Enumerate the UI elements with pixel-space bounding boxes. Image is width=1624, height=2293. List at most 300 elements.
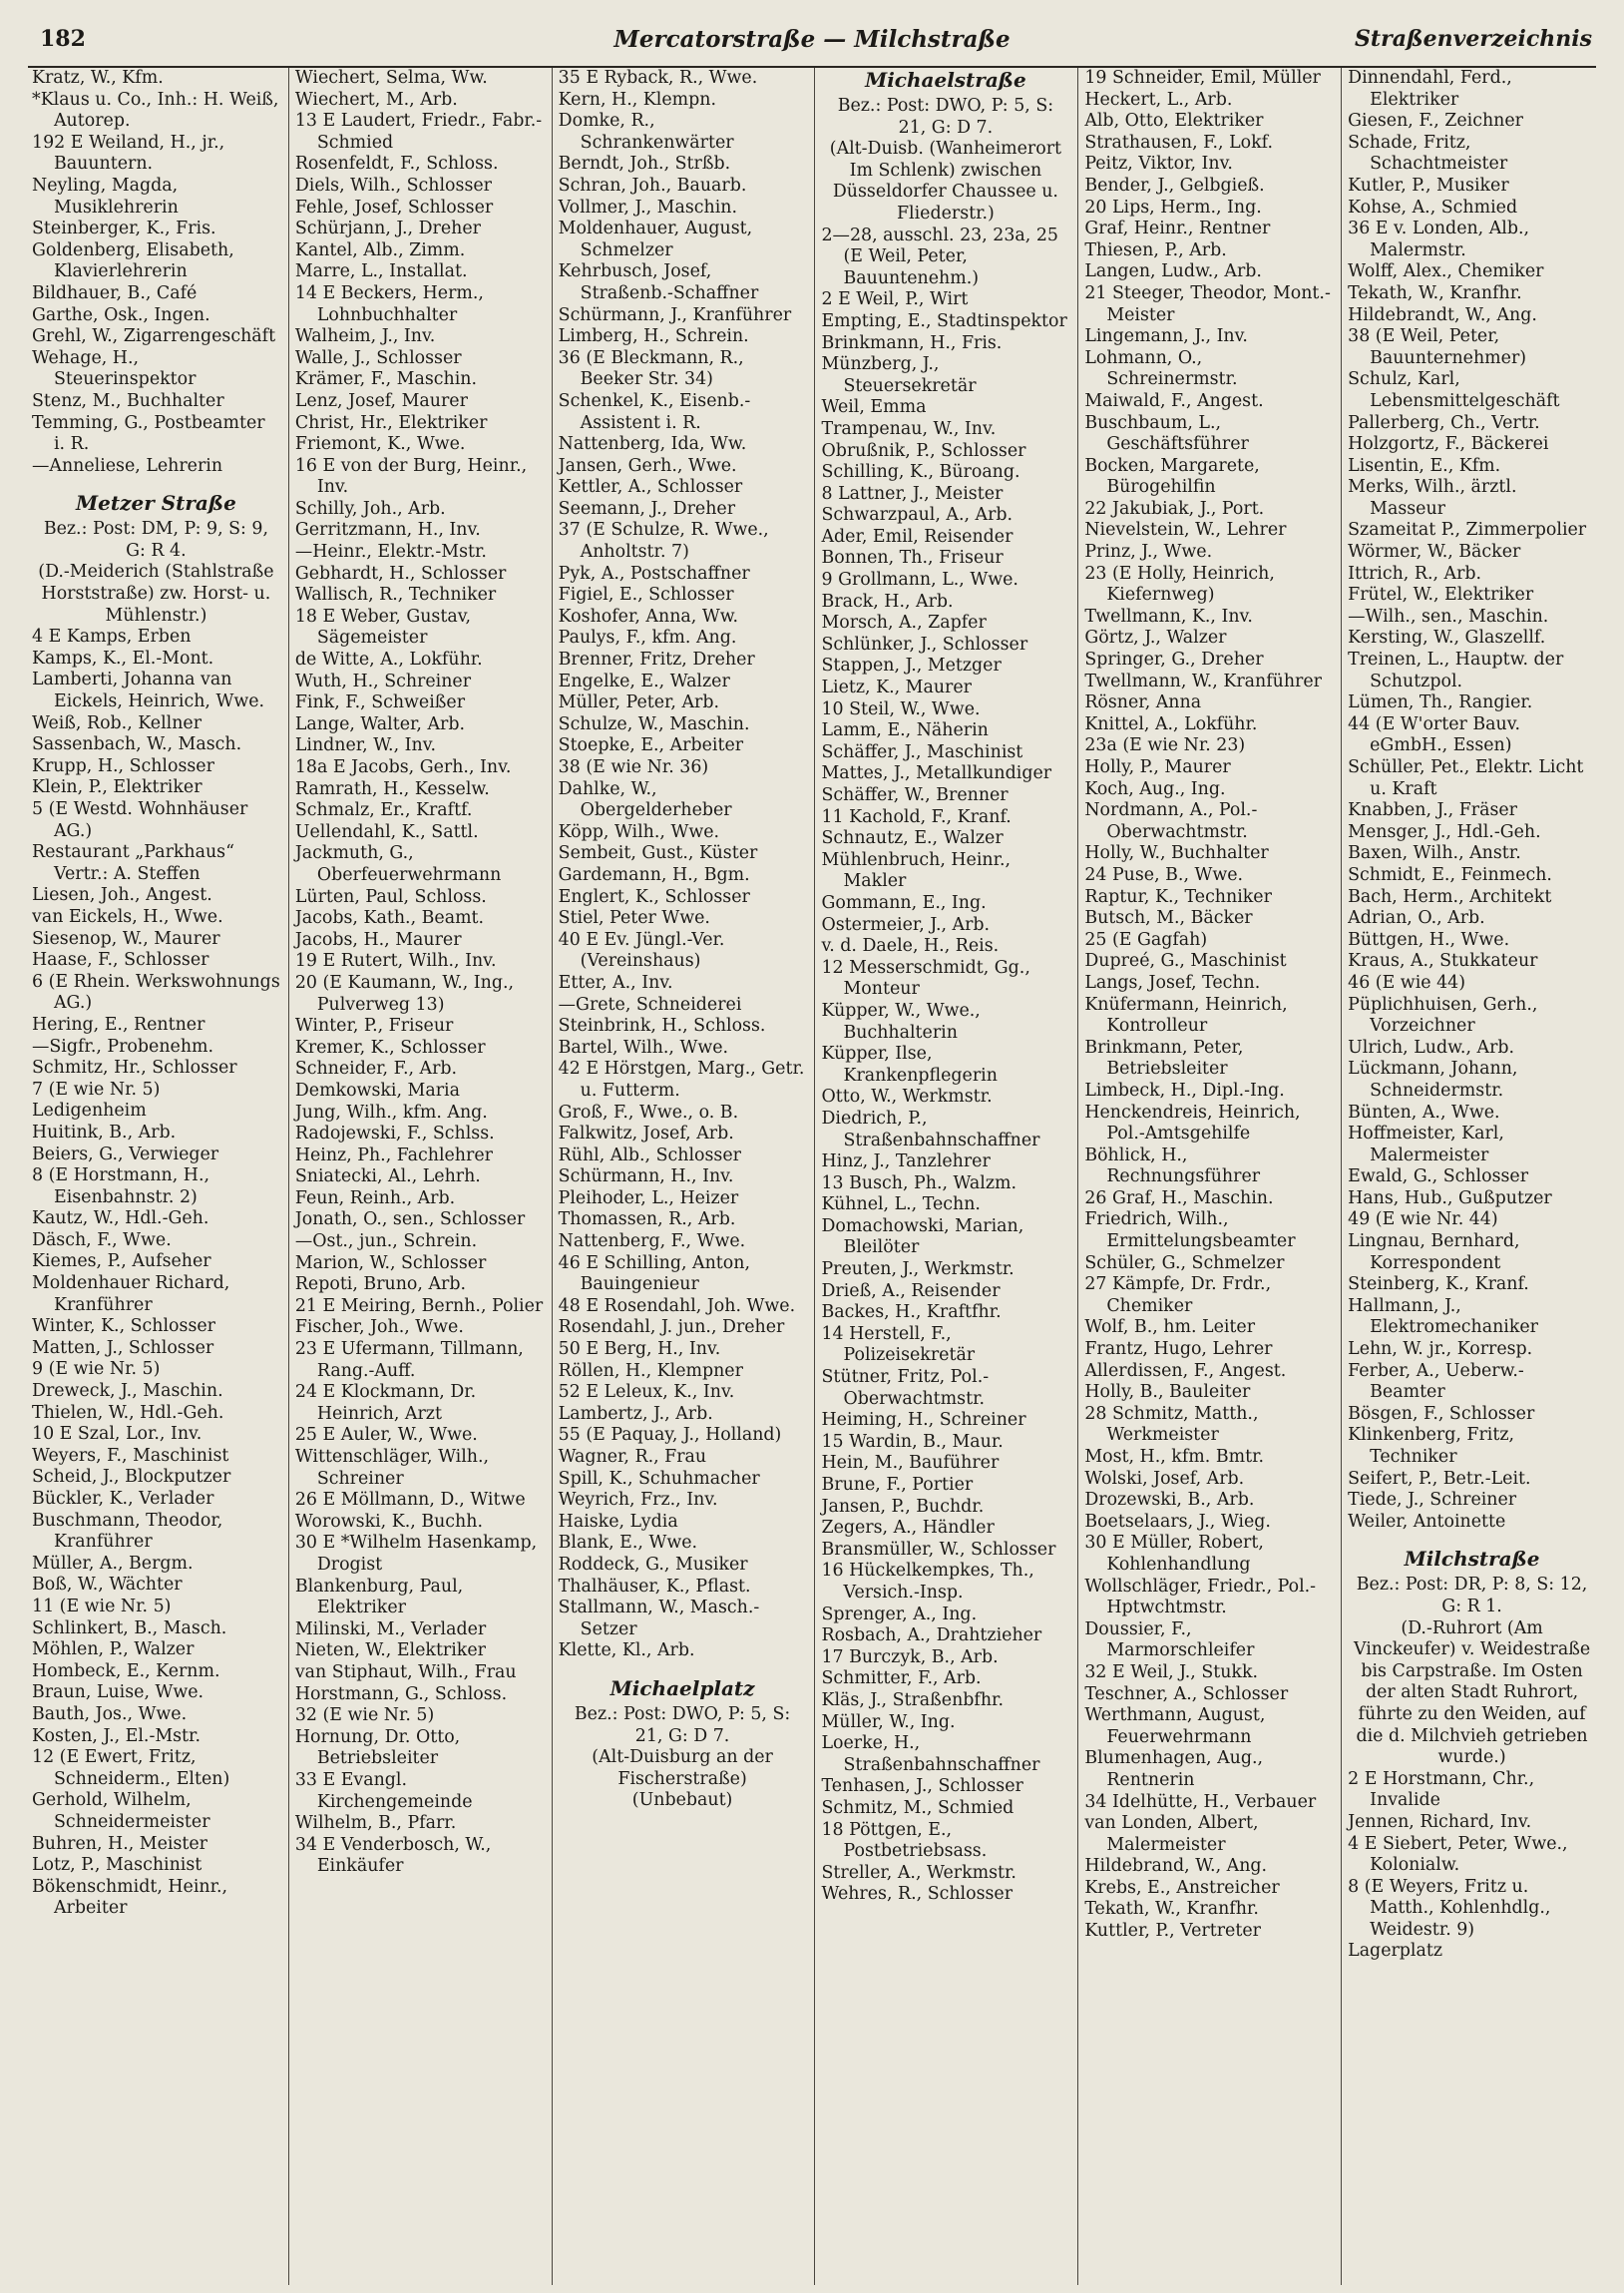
directory-entry: 36 (E Bleckmann, R., Beeker Str. 34) xyxy=(558,347,744,390)
directory-entry: 14 Herstell, F., Polizeisekretär xyxy=(821,1323,976,1366)
directory-entry: Bonnen, Th., Friseur xyxy=(821,548,1004,569)
directory-entry: Raptur, K., Techniker xyxy=(1084,886,1272,907)
directory-entry: Paulys, F., kfm. Ang. xyxy=(558,628,737,649)
directory-entry: Boß, W., Wächter xyxy=(32,1575,183,1596)
directory-entry: 8 Lattner, J., Meister xyxy=(821,483,1004,504)
directory-entry: Berndt, Joh., Strßb. xyxy=(558,154,731,175)
directory-entry: Lümen, Th., Rangier. xyxy=(1348,692,1533,713)
directory-entry: Langen, Ludw., Arb. xyxy=(1084,261,1262,282)
directory-entry: Schmalz, Er., Kraftf. xyxy=(294,800,473,821)
directory-entry: 21 E Meiring, Bernh., Polier xyxy=(294,1295,544,1316)
directory-entry: Temming, G., Postbeamter i. R. xyxy=(32,412,265,455)
directory-entry: Sassenbach, W., Masch. xyxy=(32,734,242,755)
directory-entry: Kohse, A., Schmied xyxy=(1348,197,1518,218)
directory-entry: Kühnel, L., Techn. xyxy=(821,1194,981,1215)
directory-entry: Frantz, Hugo, Lehrer xyxy=(1084,1339,1273,1360)
directory-entry: de Witte, A., Lokführ. xyxy=(294,650,483,671)
directory-entry: Wolski, Josef, Arb. xyxy=(1084,1468,1245,1489)
directory-entry: Wagner, R., Frau xyxy=(558,1447,707,1467)
directory-entry: v. d. Daele, H., Reis. xyxy=(821,936,1000,957)
directory-entry: Wolf, B., hm. Leiter xyxy=(1084,1317,1256,1338)
directory-entry: 21 Steeger, Theodor, Mont.-Meister xyxy=(1084,282,1331,325)
directory-entry: Sprenger, A., Ing. xyxy=(821,1604,978,1624)
directory-entry: Schilly, Joh., Arb. xyxy=(294,498,446,519)
directory-entry: Schürmann, J., Kranführer xyxy=(558,304,792,325)
directory-entry: —Grete, Schneiderei xyxy=(558,994,742,1015)
directory-entry: Ostermeier, J., Arb. xyxy=(821,914,991,935)
directory-entry: Bünten, A., Wwe. xyxy=(1348,1102,1500,1123)
directory-entry: Schäffer, W., Brenner xyxy=(821,785,1009,805)
directory-entry: 5 (E Westd. Wohnhäuser AG.) xyxy=(32,799,248,841)
directory-entry: Mattes, J., Metallkundiger xyxy=(821,763,1052,784)
directory-entry: 28 Schmitz, Matth., Werkmeister xyxy=(1084,1403,1259,1446)
directory-entry: 17 Burczyk, B., Arb. xyxy=(821,1646,999,1667)
directory-entry: 34 Idelhütte, H., Verbauer xyxy=(1084,1791,1317,1812)
directory-entry: Brack, H., Arb. xyxy=(821,591,954,612)
directory-entry: Schmitz, Hr., Schlosser xyxy=(32,1058,237,1079)
directory-entry: Worowski, K., Buchh. xyxy=(294,1511,483,1532)
directory-entry: 12 Messerschmidt, Gg., Monteur xyxy=(821,957,1030,1000)
street-heading-milchstrasse: Milchstraße xyxy=(1404,1547,1540,1572)
directory-entry: 9 Grollmann, L., Wwe. xyxy=(821,570,1018,591)
directory-entry: Schulze, W., Maschin. xyxy=(558,713,750,734)
directory-entry: 19 E Rutert, Wilh., Inv. xyxy=(294,951,497,972)
directory-entry: 10 E Szal, Lor., Inv. xyxy=(32,1424,203,1445)
directory-entry: Steinbrink, H., Schloss. xyxy=(558,1016,766,1037)
directory-entry: 7 (E wie Nr. 5) xyxy=(32,1079,161,1100)
directory-entry: 55 (E Paquay, J., Holland) xyxy=(558,1425,782,1446)
directory-entry: Figiel, E., Schlosser xyxy=(558,585,734,606)
directory-entry: —Anneliese, Lehrerin xyxy=(32,455,223,476)
directory-entry: Jacobs, H., Maurer xyxy=(294,929,462,950)
directory-entry: Diels, Wilh., Schlosser xyxy=(294,175,492,196)
directory-entry: 52 E Leleux, K., Inv. xyxy=(558,1382,735,1403)
directory-entry: Bildhauer, B., Café xyxy=(32,282,198,303)
directory-entry: 12 (E Ewert, Fritz, Schneiderm., Elten) xyxy=(32,1747,230,1789)
directory-entry: 2 E Weil, P., Wirt xyxy=(821,289,969,310)
directory-entry: Nievelstein, W., Lehrer xyxy=(1084,520,1287,541)
directory-entry: Adrian, O., Arb. xyxy=(1348,908,1485,929)
directory-entry: Diedrich, P., Straßenbahnschaffner xyxy=(821,1108,1040,1150)
directory-entry: Ferber, A., Ueberw.-Beamter xyxy=(1348,1360,1524,1403)
directory-entry: Schwarzpaul, A., Arb. xyxy=(821,505,1014,526)
directory-entry: Möhlen, P., Walzer xyxy=(32,1639,195,1660)
directory-entry: Steinberg, K., Kranf. xyxy=(1348,1274,1529,1295)
directory-entry: 14 E Beckers, Herm., Lohnbuchhalter xyxy=(294,282,484,325)
directory-entry: Jackmuth, G., Oberfeuerwehrmann xyxy=(294,843,502,885)
directory-entry: 46 E Schilling, Anton, Bauingenieur xyxy=(558,1252,750,1295)
directory-entry: 23a (E wie Nr. 23) xyxy=(1084,735,1246,756)
directory-entry: 20 Lips, Herm., Ing. xyxy=(1084,197,1262,218)
directory-entry: Püplichhuisen, Gerh., Vorzeichner xyxy=(1348,994,1538,1037)
directory-entry: Heckert, L., Arb. xyxy=(1084,89,1233,110)
directory-entry: Seemann, J., Dreher xyxy=(558,498,736,519)
directory-entry: Holly, W., Buchhalter xyxy=(1084,843,1269,864)
directory-entry: 10 Steil, W., Wwe. xyxy=(821,698,981,719)
directory-entry: Baxen, Wilh., Anstr. xyxy=(1348,843,1521,864)
directory-entry: Twellmann, W., Kranführer xyxy=(1084,671,1322,691)
directory-entry: Görtz, J., Walzer xyxy=(1084,628,1227,649)
directory-entry: 44 (E W'orter Bauv. eGmbH., Essen) xyxy=(1348,713,1521,756)
directory-entry: Streller, A., Werkmstr. xyxy=(821,1862,1016,1883)
directory-entry: Mensger, J., Hdl.-Geh. xyxy=(1348,821,1541,842)
entry-list xyxy=(295,68,544,1878)
directory-entry: 15 Wardin, B., Maur. xyxy=(821,1431,1004,1452)
directory-entry: Bökenschmidt, Heinr., Arbeiter xyxy=(32,1876,228,1919)
directory-entry: Weil, Emma xyxy=(821,397,927,418)
directory-entry: Spill, K., Schuhmacher xyxy=(558,1468,760,1489)
directory-entry: Schmitz, M., Schmied xyxy=(821,1797,1015,1818)
directory-entry: 11 (E wie Nr. 5) xyxy=(32,1596,172,1616)
entry-list xyxy=(1348,68,1596,1533)
directory-entry: Müller, A., Bergm. xyxy=(32,1553,194,1574)
directory-entry: Roddeck, G., Musiker xyxy=(558,1554,748,1575)
directory-entry: 30 E *Wilhelm Hasenkamp, Drogist xyxy=(294,1533,538,1575)
directory-entry: Frütel, W., Elektriker xyxy=(1348,585,1534,606)
directory-entry: Röllen, H., Klempner xyxy=(558,1360,743,1381)
directory-entry: Giesen, F., Zeichner xyxy=(1348,111,1523,132)
directory-entry: Thalhäuser, K., Pflast. xyxy=(558,1576,751,1597)
column-4 xyxy=(814,68,1069,2285)
directory-entry: Strathausen, F., Lokf. xyxy=(1084,132,1273,153)
directory-entry: 25 (E Gagfah) xyxy=(1084,929,1208,950)
directory-entry: Rühl, Alb., Schlosser xyxy=(558,1145,741,1165)
directory-entry: Sembeit, Gust., Küster xyxy=(558,843,758,864)
directory-entry: Schulz, Karl, Lebensmittelgeschäft xyxy=(1348,369,1560,411)
directory-entry: Müller, Peter, Arb. xyxy=(558,692,720,713)
directory-entry: Bösgen, F., Schlosser xyxy=(1348,1403,1535,1424)
directory-entry: Thomassen, R., Arb. xyxy=(558,1209,736,1230)
directory-entry: Holzgortz, F., Bäckerei xyxy=(1348,434,1549,455)
directory-entry: 19 Schneider, Emil, Müller xyxy=(1084,68,1321,88)
street-heading-metzer: Metzer Straße xyxy=(76,491,236,516)
directory-entry: Brenner, Fritz, Dreher xyxy=(558,650,755,671)
directory-entry: Ewald, G., Schlosser xyxy=(1348,1166,1529,1187)
directory-entry: Jansen, Gerh., Wwe. xyxy=(558,455,737,476)
page-number: 182 xyxy=(40,26,86,52)
directory-entry: Etter, A., Inv. xyxy=(558,972,673,993)
district-info: Bez.: Post: DWO, P: 5, S: 21, G: D 7. xyxy=(574,1703,791,1746)
directory-entry: Prinz, J., Wwe. xyxy=(1084,542,1213,563)
directory-entry: Falkwitz, Josef, Arb. xyxy=(558,1124,734,1145)
street-heading-michaelstrasse: Michaelstraße xyxy=(865,68,1026,92)
directory-entry: Schilling, K., Büroang. xyxy=(821,462,1020,483)
directory-entry: Rosbach, A., Drahtzieher xyxy=(821,1625,1042,1646)
directory-entry: Kosten, J., El.-Mstr. xyxy=(32,1725,201,1746)
directory-entry: Friedrich, Wilh., Ermittelungsbeamter xyxy=(1084,1209,1296,1252)
directory-entry: 13 E Laudert, Friedr., Fabr.-Schmied xyxy=(294,111,543,153)
directory-entry: Schürjann, J., Dreher xyxy=(294,219,481,239)
directory-entry: Butsch, M., Bäcker xyxy=(1084,908,1253,929)
directory-entry: Pleihoder, L., Heizer xyxy=(558,1187,739,1208)
directory-entry: Kantel, Alb., Zimm. xyxy=(294,239,466,260)
directory-entry: Huitink, B., Arb. xyxy=(32,1122,177,1143)
directory-entry: Empting, E., Stadtinspektor xyxy=(821,310,1067,331)
directory-entry: Nordmann, A., Pol.-Oberwachtmstr. xyxy=(1084,800,1258,842)
directory-entry: 50 E Berg, H., Inv. xyxy=(558,1339,721,1360)
entry-list xyxy=(1348,1769,1596,1963)
directory-entry: 13 Busch, Ph., Walzm. xyxy=(821,1172,1017,1193)
directory-entry: 33 E Evangl. Kirchengemeinde xyxy=(294,1769,473,1812)
directory-entry: 26 E Möllmann, D., Witwe xyxy=(294,1490,526,1511)
directory-entry: Merks, Wilh., ärztl. Masseur xyxy=(1348,477,1517,519)
directory-entry: 8 (E Horstmann, H., Eisenbahnstr. 2) xyxy=(32,1165,209,1207)
directory-entry: Maiwald, F., Angest. xyxy=(1084,390,1264,411)
directory-entry: Nattenberg, F., Wwe. xyxy=(558,1231,746,1252)
directory-entry: Wörmer, W., Bäcker xyxy=(1348,542,1521,563)
directory-entry: Lambertz, J., Arb. xyxy=(558,1403,713,1424)
directory-entry: Drieß, A., Reisender xyxy=(821,1280,1001,1301)
directory-entry: Buhren, H., Meister xyxy=(32,1833,207,1854)
directory-entry: Wiechert, M., Arb. xyxy=(294,89,458,110)
directory-entry: Springer, G., Dreher xyxy=(1084,650,1264,671)
directory-entry: Hans, Hub., Gußputzer xyxy=(1348,1187,1552,1208)
directory-entry: Siesenop, W., Maurer xyxy=(32,928,220,949)
directory-entry: Schade, Fritz, Schachtmeister xyxy=(1348,132,1508,175)
directory-entry: Stütner, Fritz, Pol.-Oberwachtmstr. xyxy=(821,1367,990,1409)
page-title: Mercatorstraße — Milchstraße xyxy=(613,26,1011,53)
directory-entry: Büttgen, H., Wwe. xyxy=(1348,929,1510,950)
directory-entry: Stiel, Peter Wwe. xyxy=(558,908,710,929)
directory-entry: 27 Kämpfe, Dr. Frdr., Chemiker xyxy=(1084,1274,1272,1316)
directory-entry: Radojewski, F., Schlss. xyxy=(294,1124,495,1145)
directory-entry: Ulrich, Ludw., Arb. xyxy=(1348,1037,1515,1058)
directory-entry: Repoti, Bruno, Arb. xyxy=(294,1274,466,1295)
column-3 xyxy=(552,68,807,2285)
directory-entry: Schneider, F., Arb. xyxy=(294,1059,458,1080)
directory-entry: Jansen, P., Buchdr. xyxy=(821,1496,985,1517)
directory-entry: van Eickels, H., Wwe. xyxy=(32,906,223,927)
directory-entry: Peitz, Viktor, Inv. xyxy=(1084,154,1233,175)
directory-entry: Rosendahl, J. jun., Dreher xyxy=(558,1317,785,1338)
directory-entry: —Sigfr., Probenehm. xyxy=(32,1036,214,1057)
directory-entry: Kremer, K., Schlosser xyxy=(294,1037,486,1058)
directory-entry: Küpper, Ilse, Krankenpflegerin xyxy=(821,1044,998,1086)
directory-entry: Domke, R., Schrankenwärter xyxy=(558,111,734,153)
directory-entry: 2 E Horstmann, Chr., Invalide xyxy=(1348,1768,1535,1811)
directory-entry: 4 E Siebert, Peter, Wwe., Kolonialw. xyxy=(1348,1833,1568,1876)
directory-entry: Tiede, J., Schreiner xyxy=(1348,1490,1517,1511)
directory-entry: Buschbaum, L., Geschäftsführer xyxy=(1084,412,1249,455)
directory-entry: Walle, J., Schlosser xyxy=(294,347,462,368)
directory-entry: Schürmann, H., Inv. xyxy=(558,1166,734,1187)
directory-entry: Hildebrandt, W., Ang. xyxy=(1348,304,1537,325)
directory-entry: Schmitter, F., Arb. xyxy=(821,1668,982,1689)
directory-entry: Rosenfeldt, F., Schloss. xyxy=(294,154,499,175)
directory-entry: 18 E Weber, Gustav, Sägemeister xyxy=(294,606,471,649)
directory-entry: 37 (E Schulze, R. Wwe., Anholtstr. 7) xyxy=(558,520,769,563)
directory-entry: Garthe, Osk., Ingen. xyxy=(32,304,210,325)
directory-columns xyxy=(32,68,1596,2285)
directory-entry: Lürten, Paul, Schloss. xyxy=(294,886,487,907)
directory-entry: 30 E Müller, Robert, Kohlenhandlung xyxy=(1084,1533,1264,1575)
directory-entry: Wehres, R., Schlosser xyxy=(821,1884,1014,1905)
directory-entry: 18a E Jacobs, Gerh., Inv. xyxy=(294,757,512,777)
directory-entry: Schenkel, K., Eisenb.-Assistent i. R. xyxy=(558,390,751,433)
directory-entry: Koch, Aug., Ing. xyxy=(1084,778,1226,799)
street-location: (Alt-Duisburg an der Fischerstraße) xyxy=(592,1747,773,1789)
entry-list xyxy=(1084,68,1333,1943)
directory-entry: Engelke, E., Walzer xyxy=(558,671,730,691)
directory-entry: Vollmer, J., Maschin. xyxy=(558,197,737,218)
directory-entry: Nattenberg, Ida, Ww. xyxy=(558,434,747,455)
street-heading-michaelplatz: Michaelplatz xyxy=(609,1675,755,1700)
directory-entry: *Klaus u. Co., Inh.: H. Weiß, Autorep. xyxy=(32,89,279,132)
directory-entry: Kehrbusch, Josef, Straßenb.-Schaffner xyxy=(558,261,759,303)
directory-entry: Brinkmann, Peter, Betriebsleiter xyxy=(1084,1037,1244,1080)
directory-entry: 16 Hückelkempkes, Th., Versich.-Insp. xyxy=(821,1561,1034,1603)
directory-entry: Goldenberg, Elisabeth, Klavierlehrerin xyxy=(32,239,234,282)
street-location: (D.-Ruhrort (Am Vinckeufer) v. Weidestraße bis Carpstraße. Im Osten der alten Stadt Ruhrort, führte zu den Weiden, auf die d. Milchvieh getrieben wurde.) xyxy=(1353,1617,1591,1768)
directory-entry: Weyers, F., Maschinist xyxy=(32,1445,229,1466)
directory-entry: Restaurant „Parkhaus“ Vertr.: A. Steffen xyxy=(32,842,234,884)
directory-entry: Pyk, A., Postschaffner xyxy=(558,563,750,584)
directory-entry: Stoepke, E., Arbeiter xyxy=(558,735,744,756)
directory-entry: Fischer, Joh., Wwe. xyxy=(294,1317,464,1338)
directory-entry: Lamberti, Johanna van Eickels, Heinrich, Wwe. xyxy=(32,670,265,712)
directory-entry: Horstmann, G., Schloss. xyxy=(294,1683,508,1704)
unbuilt-note: (Unbebaut) xyxy=(631,1790,733,1811)
directory-entry: Walheim, J., Inv. xyxy=(294,326,436,347)
directory-entry: 16 E von der Burg, Heinr., Inv. xyxy=(294,455,528,498)
directory-entry: Schüller, Pet., Elektr. Licht u. Kraft xyxy=(1348,757,1584,799)
directory-entry: 36 E v. Londen, Alb., Malermstr. xyxy=(1348,219,1530,260)
directory-entry: Obrußnik, P., Schlosser xyxy=(821,440,1026,461)
directory-entry: Moldenhauer, August, Schmelzer xyxy=(558,219,753,260)
directory-entry: Fehle, Josef, Schlosser xyxy=(294,197,494,218)
directory-entry: Schäffer, J., Maschinist xyxy=(821,741,1023,762)
directory-entry: Trampenau, W., Inv. xyxy=(821,418,997,439)
directory-entry: 24 Puse, B., Wwe. xyxy=(1084,864,1244,885)
directory-entry: Teschner, A., Schlosser xyxy=(1084,1683,1289,1704)
directory-entry: Gebhardt, H., Schlosser xyxy=(294,563,507,584)
directory-entry: Morsch, A., Zapfer xyxy=(821,613,987,634)
directory-entry: Bartel, Wilh., Wwe. xyxy=(558,1037,729,1058)
directory-entry: Doussier, F., Marmorschleifer xyxy=(1084,1618,1255,1661)
directory-entry: Hinz, J., Tanzlehrer xyxy=(821,1151,991,1172)
directory-entry: Hildebrand, W., Ang. xyxy=(1084,1856,1268,1877)
directory-entry: Lenz, Josef, Maurer xyxy=(294,390,468,411)
directory-entry: Hornung, Dr. Otto, Betriebsleiter xyxy=(294,1726,461,1769)
directory-entry: Haase, F., Schlosser xyxy=(32,950,209,971)
directory-entry: Thiesen, P., Arb. xyxy=(1084,239,1227,260)
directory-entry: Schran, Joh., Bauarb. xyxy=(558,175,747,196)
directory-entry: 2—28, ausschl. 23, 23a, 25 (E Weil, Peter, Bauuntenehm.) xyxy=(821,225,1058,288)
directory-entry: Schnautz, E., Walzer xyxy=(821,828,1004,849)
directory-entry: 40 E Ev. Jüngl.-Ver. (Vereinshaus) xyxy=(558,929,725,972)
directory-entry: Neyling, Magda, Musiklehrerin xyxy=(32,175,179,218)
directory-entry: van Stiphaut, Wilh., Frau xyxy=(294,1661,517,1682)
directory-entry: Limbeck, H., Dipl.-Ing. xyxy=(1084,1080,1285,1101)
directory-entry: Dinnendahl, Ferd., Elektriker xyxy=(1348,68,1512,110)
directory-entry: 32 (E wie Nr. 5) xyxy=(294,1705,435,1726)
directory-entry: Kettler, A., Schlosser xyxy=(558,477,743,498)
column-2 xyxy=(288,68,544,2285)
directory-entry: Stenz, M., Buchhalter xyxy=(32,390,224,411)
column-6 xyxy=(1341,68,1596,2285)
directory-entry: Heinz, Ph., Fachlehrer xyxy=(294,1145,493,1165)
directory-entry: Tekath, W., Kranfhr. xyxy=(1348,282,1522,303)
directory-entry: —Wilh., sen., Maschin. xyxy=(1348,606,1549,627)
directory-entry: Feun, Reinh., Arb. xyxy=(294,1187,456,1208)
directory-entry: Wilhelm, B., Pfarr. xyxy=(294,1813,457,1834)
directory-entry: 4 E Kamps, Erben xyxy=(32,627,192,648)
entry-list xyxy=(559,68,807,1662)
directory-entry: Kiemes, P., Aufseher xyxy=(32,1251,211,1272)
directory-entry: Marre, L., Installat. xyxy=(294,261,468,282)
directory-entry: 23 (E Holly, Heinrich, Kiefernweg) xyxy=(1084,563,1275,606)
directory-entry: Hein, M., Bauführer xyxy=(821,1453,1000,1474)
directory-entry: 8 (E Weyers, Fritz u. Matth., Kohlenhdlg., Weidestr. 9) xyxy=(1348,1876,1551,1940)
directory-entry: Wiechert, Selma, Ww. xyxy=(294,68,488,88)
directory-entry: Ader, Emil, Reisender xyxy=(821,526,1014,547)
directory-entry: Wehage, H., Steuerinspektor xyxy=(32,347,197,390)
street-location: (D.-Meiderich (Stahlstraße Horststraße) zw. Horst- u. Mühlenstr.) xyxy=(38,562,274,626)
directory-entry: Schmidt, E., Feinmech. xyxy=(1348,864,1552,885)
directory-entry: Blumenhagen, Aug., Rentnerin xyxy=(1084,1748,1264,1790)
directory-entry: Blank, E., Wwe. xyxy=(558,1533,698,1554)
directory-entry: —Heinr., Elektr.-Mstr. xyxy=(294,542,487,563)
directory-entry: Kamps, K., El.-Mont. xyxy=(32,648,214,669)
entry-list xyxy=(32,68,280,477)
directory-entry: Nieten, W., Elektriker xyxy=(294,1640,486,1661)
directory-entry: 11 Kachold, F., Kranf. xyxy=(821,806,1012,827)
directory-entry: Moldenhauer Richard, Kranführer xyxy=(32,1273,230,1315)
directory-entry: Langs, Josef, Techn. xyxy=(1084,972,1261,993)
directory-entry: Kautz, W., Hdl.-Geh. xyxy=(32,1208,209,1229)
directory-entry: Allerdissen, F., Angest. xyxy=(1084,1360,1287,1381)
directory-entry: Lückmann, Johann, Schneidermstr. xyxy=(1348,1059,1518,1101)
directory-entry: 34 E Venderbosch, W., Einkäufer xyxy=(294,1834,492,1877)
directory-entry: Groß, F., Wwe., o. B. xyxy=(558,1102,739,1123)
directory-entry: Henckendreis, Heinrich, Pol.-Amtsgehilfe xyxy=(1084,1102,1301,1145)
directory-entry: Schlinkert, B., Masch. xyxy=(32,1617,227,1638)
directory-entry: Lehn, W. jr., Korresp. xyxy=(1348,1339,1533,1360)
directory-entry: Knabben, J., Fräser xyxy=(1348,800,1517,821)
directory-entry: Lingemann, J., Inv. xyxy=(1084,326,1248,347)
directory-entry: Wuth, H., Schreiner xyxy=(294,671,472,691)
directory-entry: Bauth, Jos., Wwe. xyxy=(32,1703,188,1724)
directory-entry: 18 Pöttgen, E., Postbetriebsass. xyxy=(821,1819,988,1862)
directory-entry: Sniatecki, Al., Lehrh. xyxy=(294,1166,481,1187)
directory-entry: Heiming, H., Schreiner xyxy=(821,1410,1026,1431)
directory-entry: Szameitat P., Zimmerpolier xyxy=(1348,520,1587,541)
directory-entry: 35 E Ryback, R., Wwe. xyxy=(558,68,758,88)
directory-entry: Kern, H., Klempn. xyxy=(558,89,716,110)
directory-entry: 38 (E Weil, Peter, Bauunternehmer) xyxy=(1348,326,1527,368)
directory-entry: Marion, W., Schlosser xyxy=(294,1252,487,1273)
directory-entry: Englert, K., Schlosser xyxy=(558,886,750,907)
directory-entry: Treinen, L., Hauptw. der Schutzpol. xyxy=(1348,650,1564,691)
directory-entry: Tenhasen, J., Schlosser xyxy=(821,1776,1023,1797)
directory-entry: Rösner, Anna xyxy=(1084,692,1202,713)
directory-entry: Graf, Heinr., Rentner xyxy=(1084,219,1271,239)
directory-entry: Zegers, A., Händler xyxy=(821,1518,995,1539)
directory-entry: Lietz, K., Maurer xyxy=(821,678,972,698)
directory-entry: 32 E Weil, J., Stukk. xyxy=(1084,1661,1259,1682)
directory-entry: Domachowski, Marian, Bleilöter xyxy=(821,1215,1024,1258)
directory-entry: Loerke, H., Straßenbahnschaffner xyxy=(821,1733,1040,1775)
directory-entry: 20 (E Kaumann, W., Ing., Pulverweg 13) xyxy=(294,972,515,1015)
directory-entry: Scheid, J., Blockputzer xyxy=(32,1467,231,1488)
directory-entry: Otto, W., Werkmstr. xyxy=(821,1087,993,1108)
page-header xyxy=(28,26,1596,68)
directory-entry: Kersting, W., Glaszellf. xyxy=(1348,628,1546,649)
directory-entry: Kuttler, P., Vertreter xyxy=(1084,1921,1261,1942)
directory-entry: Schlünker, J., Schlosser xyxy=(821,634,1028,655)
directory-entry: Jacobs, Kath., Beamt. xyxy=(294,908,485,929)
directory-entry: Wallisch, R., Techniker xyxy=(294,585,497,606)
